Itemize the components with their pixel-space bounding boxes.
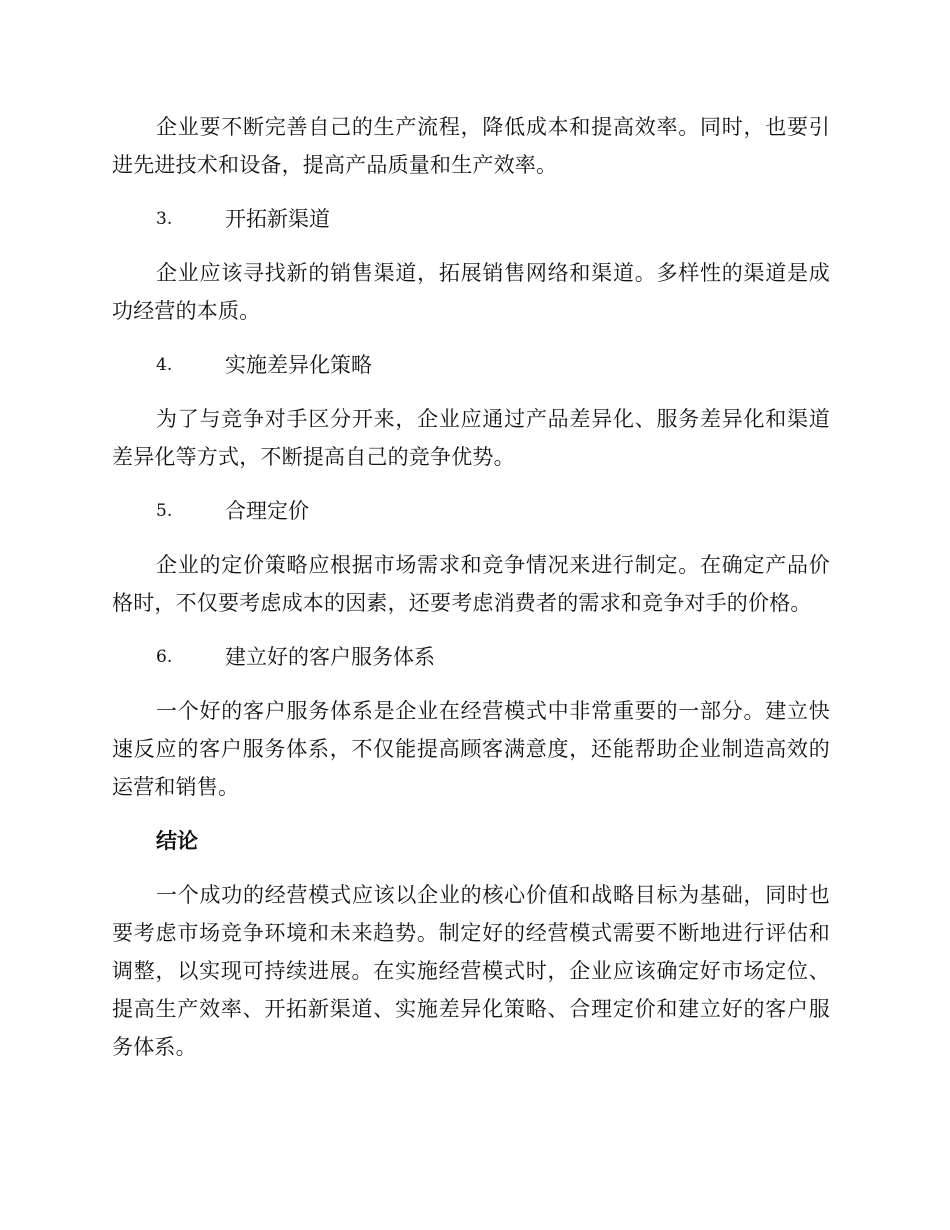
paragraph-customer-service: 一个好的客户服务体系是企业在经营模式中非常重要的一部分。建立快速反应的客户服务体系，不仅能提高顾客满意度，还能帮助企业制造高效的运营和销售。: [112, 699, 830, 799]
conclusion-heading: 结论: [156, 828, 198, 853]
section-heading-channels: [112, 200, 830, 238]
paragraph-channels: 企业应该寻找新的销售渠道，拓展销售网络和渠道。多样性的渠道是成功经营的本质。: [112, 261, 830, 323]
paragraph-production: 企业要不断完善自己的生产流程，降低成本和提高效率。同时，也要引进先进技术和设备，提高产品质量和生产效率。: [112, 115, 830, 177]
section-title: 实施差异化策略: [225, 353, 372, 377]
section-title: 合理定价: [225, 499, 309, 523]
section-number: 5.: [156, 501, 173, 521]
section-heading-differentiation: [112, 346, 830, 384]
section-heading-customer-service: [112, 638, 830, 676]
document-page: [112, 108, 830, 1066]
section-title: 建立好的客户服务体系: [225, 645, 435, 669]
paragraph-pricing: 企业的定价策略应根据市场需求和竞争情况来进行制定。在确定产品价格时，不仅要考虑成本的因素，还要考虑消费者的需求和竞争对手的价格。: [112, 553, 830, 615]
section-number: 3.: [156, 209, 173, 229]
section-number: 4.: [156, 355, 173, 375]
paragraph-conclusion: 一个成功的经营模式应该以企业的核心价值和战略目标为基础，同时也要考虑市场竞争环境和未来趋势。制定好的经营模式需要不断地进行评估和调整，以实现可持续进展。在实施经营模式时，企业应该确定好市场定位、提高生产效率、开拓新渠道、实施差异化策略、合理定价和建立好的客户服务体系。: [112, 883, 830, 1059]
section-title: 开拓新渠道: [225, 207, 330, 231]
section-number: 6.: [156, 647, 173, 667]
section-heading-pricing: [112, 492, 830, 530]
paragraph-differentiation: 为了与竞争对手区分开来，企业应通过产品差异化、服务差异化和渠道差异化等方式，不断提高自己的竞争优势。: [112, 407, 830, 469]
